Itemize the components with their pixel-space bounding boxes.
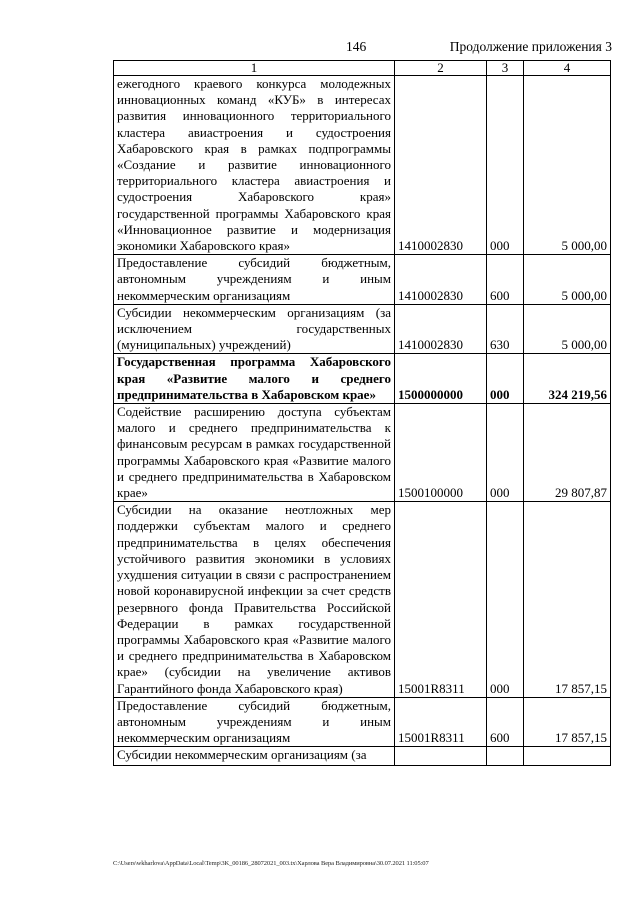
expense-name-cell: Государственная программа Хабаровского края «Развитие малого и среднего предпринимательства в Хабаровском крае» bbox=[114, 354, 395, 404]
target-code-cell: 1410002830 bbox=[395, 304, 487, 354]
expense-name-cell: Содействие расширению доступа субъектам малого и среднего предпринимательства к финансовым ресурсам в рамках государственной программы Хабаровского края «Развитие малого и среднего предпринимательства в Хабаровском крае» bbox=[114, 404, 395, 502]
amount-cell bbox=[524, 747, 611, 766]
column-header: 2 bbox=[395, 61, 487, 76]
table-body bbox=[114, 76, 611, 766]
expense-name-cell: Субсидии некоммерческим организациям (за исключением государственных (муниципальных) учреждений) bbox=[114, 304, 395, 354]
table-row bbox=[114, 404, 611, 502]
continuation-caption: Продолжение приложения 3 bbox=[449, 39, 612, 54]
table-row bbox=[114, 304, 611, 354]
expense-name-cell: Субсидии некоммерческим организациям (за bbox=[114, 747, 395, 766]
amount-cell: 29 807,87 bbox=[524, 404, 611, 502]
budget-table bbox=[113, 60, 611, 766]
table-row bbox=[114, 697, 611, 747]
column-header: 3 bbox=[487, 61, 524, 76]
expense-type-cell bbox=[487, 747, 524, 766]
table-header-row bbox=[114, 61, 611, 76]
expense-name-cell: ежегодного краевого конкурса молодежных инновационных команд «КУБ» в интересах развития инновационного территориального кластера авиастроения и судостроения Хабаровского края в рамках подпрограммы «Создание и развитие инновационного территориального кластера авиастроения и судостроения Хабаровского края» государственной программы Хабаровского края «Инновационное развитие и модернизация экономики Хабаровского края» bbox=[114, 76, 395, 255]
target-code-cell: 1410002830 bbox=[395, 76, 487, 255]
table-row bbox=[114, 354, 611, 404]
amount-cell: 5 000,00 bbox=[524, 76, 611, 255]
target-code-cell: 15001R8311 bbox=[395, 697, 487, 747]
amount-cell: 5 000,00 bbox=[524, 304, 611, 354]
expense-name-cell: Предоставление субсидий бюджетным, автономным учреждениям и иным некоммерческим организациям bbox=[114, 697, 395, 747]
expense-type-cell: 000 bbox=[487, 76, 524, 255]
page-number: 146 bbox=[346, 39, 367, 54]
column-header: 4 bbox=[524, 61, 611, 76]
target-code-cell: 1410002830 bbox=[395, 255, 487, 305]
target-code-cell: 1500100000 bbox=[395, 404, 487, 502]
table-row bbox=[114, 255, 611, 305]
expense-type-cell: 000 bbox=[487, 404, 524, 502]
expense-type-cell: 600 bbox=[487, 697, 524, 747]
expense-type-cell: 000 bbox=[487, 354, 524, 404]
target-code-cell: 15001R8311 bbox=[395, 502, 487, 697]
table-row bbox=[114, 747, 611, 766]
target-code-cell: 1500000000 bbox=[395, 354, 487, 404]
expense-name-cell: Субсидии на оказание неотложных мер поддержки субъектам малого и среднего предпринимательства в целях обеспечения устойчивого развития экономики в условиях ухудшения ситуации в связи с распространением новой коронавирусной инфекции за счет средств резервного фонда Правительства Российской Федерации в рамках государственной программы Хабаровского края «Развитие малого и среднего предпринимательства в Хабаровском крае» (субсидии на увеличение активов Гарантийного фонда Хабаровского края) bbox=[114, 502, 395, 697]
file-path-footer: C:\Users\wkharlova\AppData\Local\Temp\3K_00186_28072021_003.tx\Харлова Вера Владимировна\30.07.2021 11:05:07 bbox=[113, 860, 429, 867]
amount-cell: 324 219,56 bbox=[524, 354, 611, 404]
column-header: 1 bbox=[114, 61, 395, 76]
table-row bbox=[114, 502, 611, 697]
table-row bbox=[114, 76, 611, 255]
target-code-cell bbox=[395, 747, 487, 766]
expense-type-cell: 000 bbox=[487, 502, 524, 697]
expense-name-cell: Предоставление субсидий бюджетным, автономным учреждениям и иным некоммерческим организациям bbox=[114, 255, 395, 305]
expense-type-cell: 600 bbox=[487, 255, 524, 305]
amount-cell: 5 000,00 bbox=[524, 255, 611, 305]
expense-type-cell: 630 bbox=[487, 304, 524, 354]
amount-cell: 17 857,15 bbox=[524, 697, 611, 747]
amount-cell: 17 857,15 bbox=[524, 502, 611, 697]
